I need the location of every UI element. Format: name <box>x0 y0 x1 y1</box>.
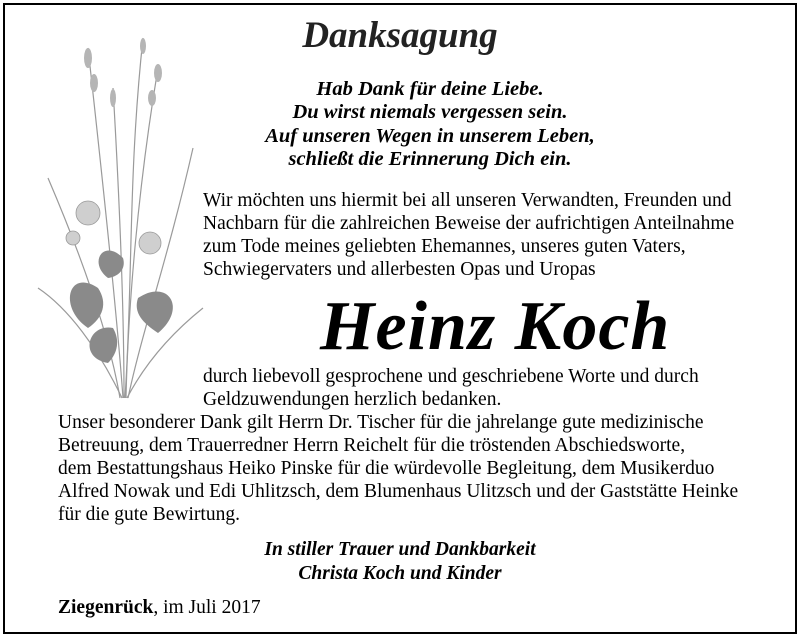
text-line: Schwiegervaters und allerbesten Opas und Uropas <box>203 259 596 280</box>
text-line: durch liebevoll gesprochene und geschriebene Worte und durch <box>203 366 699 387</box>
text-line: zum Tode meines geliebten Ehemannes, unseres guten Vaters, <box>203 236 686 257</box>
thanks-paragraph <box>203 365 793 411</box>
text-line: dem Bestattungshaus Heiko Pinske für die würdevolle Begleitung, dem Musikerduo <box>58 458 715 479</box>
poem-line: Hab Dank für deine Liebe. <box>316 78 544 100</box>
poem-line: schließt die Erinnerung Dich ein. <box>288 147 572 170</box>
text-line: Geldzuwendungen herzlich bedanken. <box>203 389 502 410</box>
text-line: Betreuung, dem Trauerredner Herrn Reichelt für die tröstenden Abschiedsworte, <box>58 435 686 456</box>
poem <box>230 78 630 171</box>
signature <box>0 538 800 586</box>
date-text: , im Juli 2017 <box>153 597 261 618</box>
text-line: Unser besonderer Dank gilt Herrn Dr. Tischer für die jahrelange gute medizinische <box>58 412 704 433</box>
place-name: Ziegenrück <box>58 597 154 618</box>
deceased-name: Heinz Koch <box>320 288 671 365</box>
poem-line: Du wirst niemals vergessen sein. <box>292 101 568 124</box>
special-thanks-paragraph <box>58 411 798 526</box>
signature-line: Christa Koch und Kinder <box>298 563 502 584</box>
grass-flower-illustration <box>28 28 208 408</box>
place-date <box>58 597 261 619</box>
intro-paragraph <box>203 189 793 281</box>
text-line: Nachbarn für die zahlreichen Beweise der aufrichtigen Anteilnahme <box>203 213 735 234</box>
text-line: Wir möchten uns hiermit bei all unseren Verwandten, Freunden und <box>203 190 732 211</box>
poem-line: Auf unseren Wegen in unserem Leben, <box>265 124 595 147</box>
text-line: für die gute Bewirtung. <box>58 504 240 525</box>
page-title: Danksagung <box>302 15 498 56</box>
text-line: Alfred Nowak und Edi Uhlitzsch, dem Blumenhaus Ulitzsch und der Gaststätte Heinke <box>58 481 739 502</box>
signature-line: In stiller Trauer und Dankbarkeit <box>264 539 536 560</box>
